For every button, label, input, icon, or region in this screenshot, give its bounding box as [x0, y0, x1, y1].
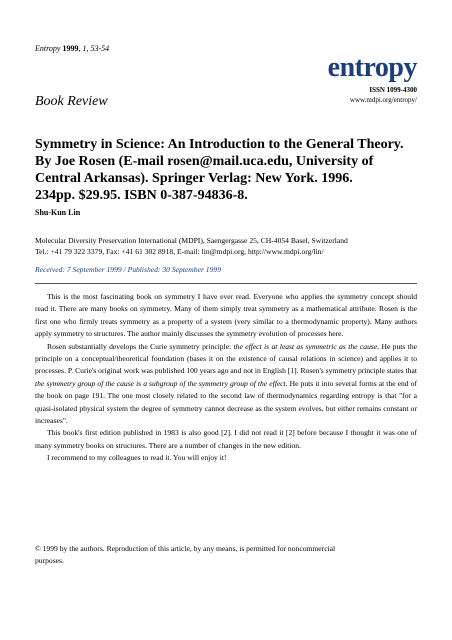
- copyright-notice: [35, 543, 417, 568]
- affiliation-line: Molecular Diversity Preservation International (MDPI), Saengergasse 25, CH-4054 Basel, Switzerland: [35, 236, 348, 245]
- journal-volume: 1: [82, 44, 87, 53]
- copyright-line: purposes.: [35, 556, 64, 566]
- text-run: Rosen substantially develops the Curie symmetry principle:: [47, 341, 234, 351]
- paragraph: I recommend to my colleagues to read it. You will enjoy it!: [47, 453, 227, 463]
- journal-citation: Entropy 1999, 1, 53-54: [35, 44, 110, 53]
- title-line: Central Arkansas). Springer Verlag: New York. 1996.: [35, 171, 353, 186]
- title-line: Symmetry in Science: An Introduction to the General Theory.: [35, 137, 404, 152]
- title-line: By Joe Rosen (E-mail rosen@mail.uca.edu, University of: [35, 154, 374, 169]
- text-run: . He puts it into several forms at the end of the book on page 191. The one most closely related to the second law of thermodynamics regarding entropy is that "for a quasi-isolated physical system the degree of symmetry cannot decrease as the system evolves, but either remains constant or increases".: [35, 378, 417, 426]
- italic-run: the symmetry group of the cause is a subgroup of the symmetry group of the effect: [35, 378, 286, 388]
- journal-url[interactable]: www.mdpi.org/entropy/: [349, 96, 417, 104]
- journal-pages: 53-54: [90, 44, 110, 53]
- article-body: [35, 291, 417, 465]
- issn: ISSN 1099-4300: [369, 86, 417, 94]
- italic-run: the effect is at least as symmetric as the cause: [233, 341, 378, 351]
- title-line: 234pp. $29.95. ISBN 0-387-94836-8.: [35, 188, 248, 203]
- journal-year: 1999: [62, 44, 79, 53]
- entropy-logo: entropy: [327, 52, 417, 83]
- copyright-line: © 1999 by the authors. Reproduction of this article, by any means, is permitted for noncommercial: [35, 544, 336, 553]
- paragraph: This is the most fascinating book on symmetry I have ever read. Everyone who applies the symmetry concept should read it. There are many books on symmetry. Many of them simply treat symmetry as a mathematical attribute. Rosen is the first one who firmly treats symmetry as a property of a system (very similar to a thermodynamic property). Many authors apply symmetry to structures. The author mainly discusses the symmetry evolution of processes here.: [35, 292, 417, 339]
- affiliation: [35, 235, 425, 257]
- section-label: Book Review: [35, 94, 108, 109]
- received-dates: Received: 7 September 1999 / Published: 30 September 1999: [35, 265, 221, 274]
- paragraph: This book's first edition published in 1983 is also good [2]. I did not read it [2] before because I thought it was one of many symmetry books on structures. There are a number of changes in the new edition.: [35, 428, 417, 450]
- journal-name: Entropy: [35, 44, 61, 53]
- contact-line: Tel.: +41 79 322 3379, Fax: +41 61 302 8918, E-mail: lin@mdpi.org, http://www.mdpi.org/lin/: [35, 247, 324, 256]
- author-name: Shu-Kun Lin: [35, 208, 81, 217]
- text-run: . He puts the principle on a conceptual/theoretical foundation (bases it on the existence of causal relations in science) and applies it to processes. P. Curie's original work was published 100 years ago and not in English [1]. Rosen's symmetry principle states that: [35, 341, 417, 376]
- divider: [35, 283, 417, 284]
- paragraph: [35, 341, 417, 428]
- article-title: [35, 136, 420, 204]
